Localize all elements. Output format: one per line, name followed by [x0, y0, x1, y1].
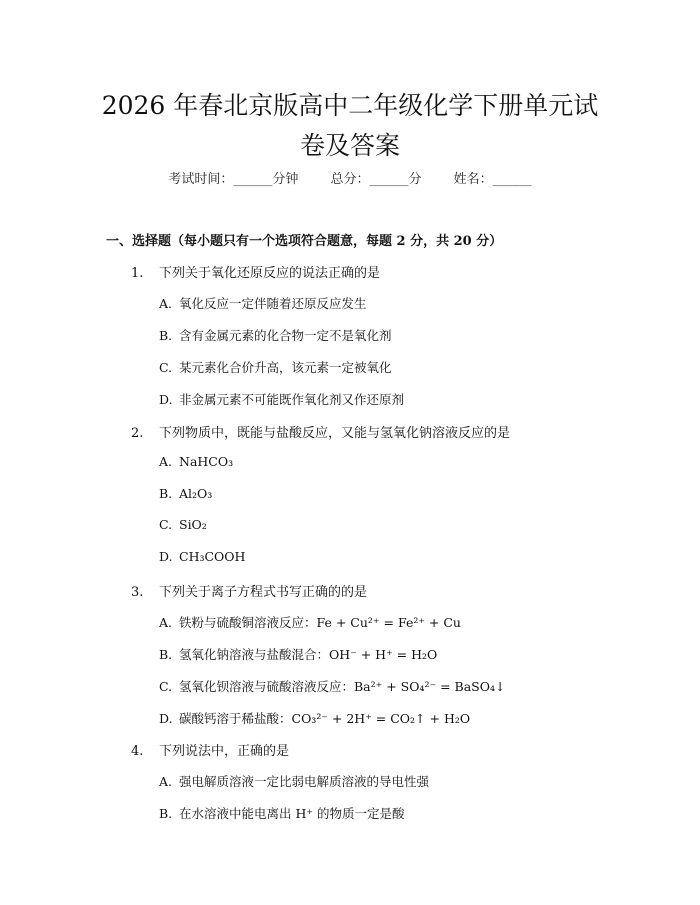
q3-option-d [159, 709, 470, 727]
q1-option-b [159, 326, 392, 344]
q1-option-a [159, 294, 367, 312]
q2-option-b [159, 486, 212, 501]
q3-option-c [159, 677, 505, 695]
total-score: 总分：______分 [330, 172, 422, 187]
exam-time: 考试时间：______分钟 [168, 172, 299, 187]
option-letter: D. [159, 549, 173, 564]
q1-option-d [159, 390, 404, 408]
question-number: 1. [131, 266, 144, 281]
option-letter: C. [159, 360, 173, 375]
q3-option-a [159, 613, 461, 631]
option-letter: A. [159, 454, 173, 469]
question-number: 3. [131, 585, 144, 600]
option-text: NaHCO₃ [179, 454, 234, 469]
option-text: Al₂O₃ [179, 486, 213, 501]
option-text: 某元素化合价升高，该元素一定被氧化 [179, 360, 392, 375]
option-letter: B. [159, 806, 173, 821]
option-letter: B. [159, 328, 173, 343]
option-text: 铁粉与硫酸铜溶液反应：Fe + Cu²⁺ = Fe²⁺ + Cu [179, 615, 461, 630]
option-letter: A. [159, 296, 173, 311]
question-3 [131, 581, 367, 600]
q4-option-a [159, 772, 429, 790]
option-letter: A. [159, 774, 173, 789]
q2-option-d [159, 549, 245, 564]
option-text: 含有金属元素的化合物一定不是氧化剂 [179, 328, 392, 343]
question-4 [131, 740, 289, 759]
question-stem: 下列关于离子方程式书写正确的的是 [159, 585, 368, 600]
question-2 [131, 422, 510, 441]
option-text: 氧化反应一定伴随着还原反应发生 [179, 296, 367, 311]
q4-option-b [159, 804, 404, 822]
exam-title [90, 86, 610, 166]
title-line-2: 卷及答案 [299, 131, 400, 160]
option-text: 在水溶液中能电离出 H⁺ 的物质一定是酸 [179, 806, 405, 821]
q3-option-b [159, 645, 437, 663]
student-name: 姓名：______ [453, 172, 532, 187]
question-number: 2. [131, 426, 144, 441]
option-letter: B. [159, 486, 173, 501]
option-text: SiO₂ [179, 517, 207, 532]
question-number: 4. [131, 744, 144, 759]
title-line-1: 2026 年春北京版高中二年级化学下册单元试 [101, 91, 599, 120]
option-text: 强电解质溶液一定比弱电解质溶液的导电性强 [179, 774, 430, 789]
question-stem: 下列物质中，既能与盐酸反应，又能与氢氧化钠溶液反应的是 [159, 426, 511, 441]
option-letter: C. [159, 679, 173, 694]
question-stem: 下列关于氧化还原反应的说法正确的是 [159, 266, 381, 281]
section-heading: 一、选择题（每小题只有一个选项符合题意，每题 2 分，共 20 分） [106, 234, 503, 249]
option-letter: C. [159, 517, 173, 532]
option-text: CH₃COOH [179, 549, 246, 564]
option-letter: B. [159, 647, 173, 662]
option-text: 碳酸钙溶于稀盐酸：CO₃²⁻ + 2H⁺ = CO₂↑ + H₂O [179, 711, 471, 726]
q1-option-c [159, 358, 392, 376]
option-text: 氢氧化钠溶液与盐酸混合：OH⁻ + H⁺ = H₂O [179, 647, 438, 662]
question-1 [131, 262, 380, 281]
q2-option-a [159, 454, 233, 469]
q2-option-c [159, 517, 207, 532]
option-letter: A. [159, 615, 173, 630]
question-stem: 下列说法中，正确的是 [159, 744, 290, 759]
option-letter: D. [159, 392, 173, 407]
option-text: 氢氧化钡溶液与硫酸溶液反应：Ba²⁺ + SO₄²⁻ = BaSO₄↓ [179, 679, 506, 694]
exam-meta [0, 168, 700, 187]
option-letter: D. [159, 711, 173, 726]
option-text: 非金属元素不可能既作氧化剂又作还原剂 [179, 392, 405, 407]
